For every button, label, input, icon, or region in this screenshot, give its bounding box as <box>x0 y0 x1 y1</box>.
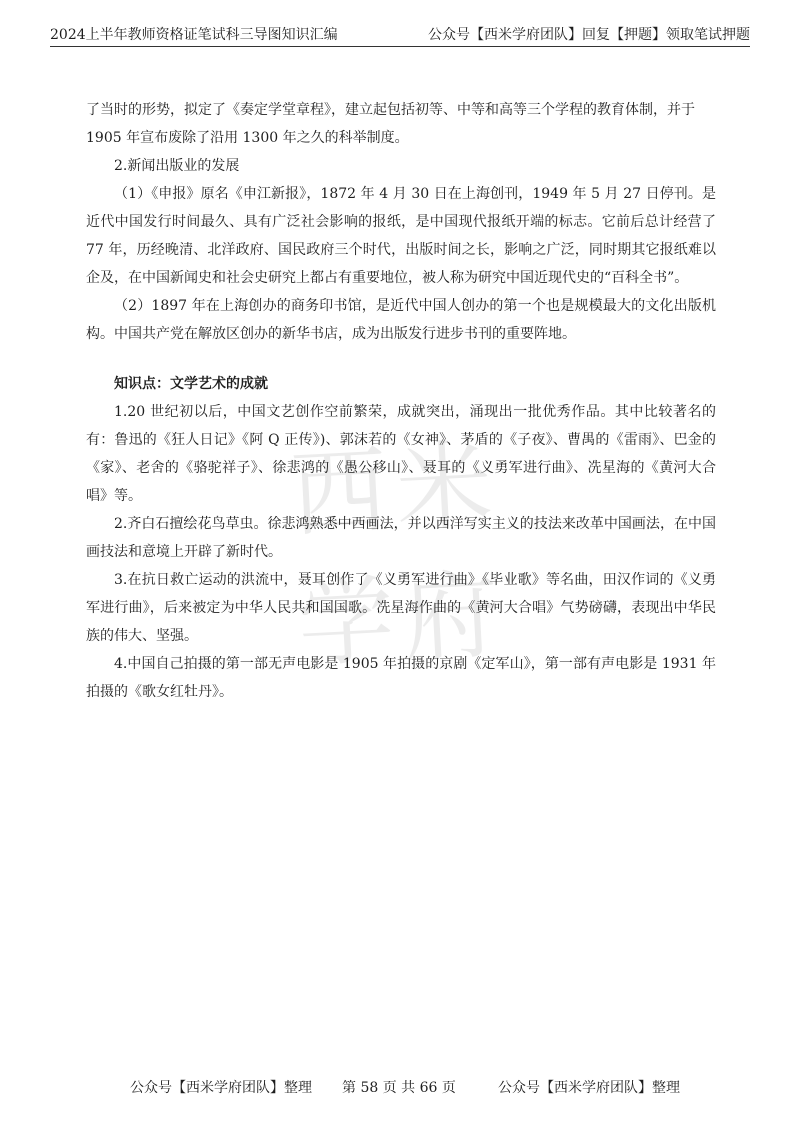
list-item: 3.在抗日救亡运动的洪流中，聂耳创作了《义勇军进行曲》《毕业歌》等名曲，田汉作词的《义勇军进行曲》，后来被定为中华人民共和国国歌。冼星海作曲的《黄河大合唱》气势磅礴，表现出中华民族的伟大、坚强。 <box>86 572 716 644</box>
watermark-char: 西 <box>288 434 391 552</box>
watermark-char: 学 <box>295 564 397 682</box>
section-title: 2.新闻出版业的发展 <box>114 158 240 174</box>
paragraph: （1）《申报》原名《申江新报》，1872 年 4 月 30 日在上海创刊，1949 年 5 月 27 日停刊。是近代中国发行时间最久、具有广泛社会影响的报纸，是中国现代报纸开端的标志。它前后总计经营了 77 年，历经晚清、北洋政府、国民政府三个时代，出版时间之长，影响之广泛，同时期其它报纸难以企及，在中国新闻史和社会史研究上都占有重要地位，被人称为研究中国近现代史的“百科全书”。 <box>86 186 716 286</box>
page-header <box>50 24 750 47</box>
paragraph-line: 了当时的形势，拟定了《奏定学堂章程》，建立起包括初等、中等和高等三个学程的教育体制，并于 <box>86 102 695 118</box>
watermark-char: 米 <box>393 428 495 546</box>
header-title: 2024上半年教师资格证笔试科三导图知识汇编 <box>50 27 338 43</box>
page-number: 第 58 页 共 66 页 <box>342 1080 456 1096</box>
list-item: 4.中国自己拍摄的第一部无声电影是 1905 年拍摄的京剧《定军山》，第一部有声电影是 1931 年拍摄的《歌女红牡丹》。 <box>86 656 716 700</box>
header-promo: 公众号【西米学府团队】回复【押题】领取笔试押题 <box>428 27 750 43</box>
footer-left: 公众号【西米学府团队】整理 <box>130 1080 312 1096</box>
list-item: 2.齐白石擅绘花鸟草虫。徐悲鸿熟悉中西画法，并以西洋写实主义的技法来改革中国画法，在中国画技法和意境上开辟了新时代。 <box>86 516 716 560</box>
footer-right: 公众号【西米学府团队】整理 <box>498 1080 680 1096</box>
knowledge-heading: 知识点：文学艺术的成就 <box>114 376 268 392</box>
paragraph: （2）1897 年在上海创办的商务印书馆，是近代中国人创办的第一个也是规模最大的文化出版机构。中国共产党在解放区创办的新华书店，成为出版发行进步书刊的重要阵地。 <box>86 298 716 342</box>
list-item: 1.20 世纪初以后，中国文艺创作空前繁荣，成就突出，涌现出一批优秀作品。其中比较著名的有：鲁迅的《狂人日记》《阿 Q 正传》)、郭沫若的《女神》、茅盾的《子夜》、曹禺的《雷雨》、巴金的《家》、老舍的《骆驼祥子》、徐悲鸿的《愚公移山》、聂耳的《义勇军进行曲》、冼星海的《黄河大合唱》等。 <box>86 404 716 504</box>
paragraph-line: 1905 年宣布废除了沿用 1300 年之久的科举制度。 <box>86 130 409 146</box>
document-body <box>86 96 716 706</box>
paragraph-continued <box>86 96 716 152</box>
watermark-char: 府 <box>399 558 502 676</box>
